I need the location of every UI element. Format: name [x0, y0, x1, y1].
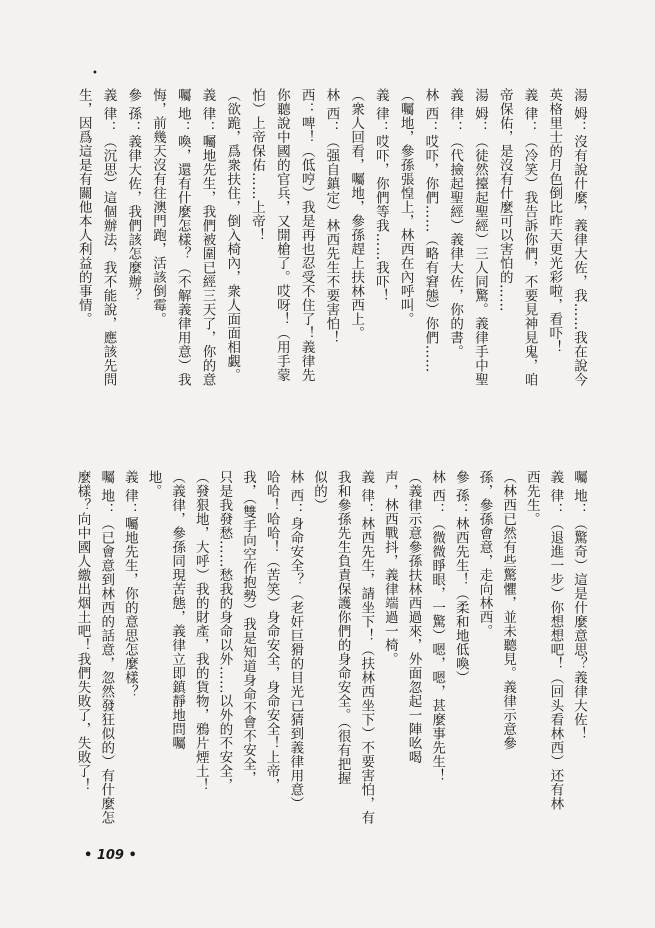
text-column: 參 孫：義律大佐，我們該怎麼辦？: [125, 88, 142, 303]
text-column: 声，林西戰抖，義律端過一椅。: [381, 470, 398, 666]
text-column: 悔，前幾天沒有往澳門跑，活該倒霉。: [149, 88, 166, 326]
text-column: 囑 地：喚，還有什麼怎樣？（不解義律用意）我: [174, 88, 191, 387]
text-column: 湯 姆：（徒然擡起聖經）三人同驚。義律手中聖: [471, 88, 488, 387]
text-column: 義 律：哎吓，你們等我……我吓！: [372, 88, 389, 303]
text-column: 義 律：（退進一步）你想想吧！（回头看林西）还有林: [547, 470, 564, 811]
margin-mark: •: [92, 68, 98, 79]
text-column: 義 律：囑地先生，你的意思怎麼樣？: [121, 470, 138, 699]
text-column: 囑 地：（已會意到林西的話意，忽然發狂似的）有什麼怎: [98, 470, 115, 825]
text-column: 生，因爲這是有關他本人利益的事情。: [75, 88, 92, 326]
text-column: 麼樣？向中國人繳出烟土吧！我們失敗了，失敗了！: [74, 470, 91, 792]
text-column: （衆人回看，囑地，參孫趕上扶林西上。: [348, 88, 365, 340]
text-column: 我，（雙手向空作抱勢）我是知道身命不會不安全，: [240, 470, 257, 786]
text-column: （欲跪，爲衆扶住，倒入椅內，衆人面面相覷。: [224, 88, 241, 382]
text-column: （義律，參孫同現苦態，義律立即鎮靜地問囑: [169, 470, 186, 750]
page-number: • 109 •: [84, 848, 137, 863]
text-column: 似的）: [310, 470, 327, 512]
bottom-text-block: [72, 470, 592, 830]
text-column: （囑地，參孫張惶上，林西在內呼叫。: [397, 88, 414, 326]
text-column: 你聽說中國的官兵，又開槍了。哎呀！（用手蒙: [273, 88, 290, 382]
text-column: （林西已然有些驚懼，並未聽見。義律示意參: [500, 470, 517, 750]
text-column: 義 律：（代撿起聖經）義律大佐，你的書。: [447, 88, 464, 359]
top-text-block: [72, 88, 592, 388]
text-column: 參 孫：林西先生！（柔和地低喚）: [452, 470, 469, 685]
text-column: 孫，參孫會意，走向林西。: [476, 470, 493, 638]
text-column: （發狠地，大呼）我的財產，我的貨物，鴉片煙土！: [192, 470, 209, 792]
text-column: 義 律：林西先生，請坐下！（扶林西坐下）不要害怕，有: [358, 470, 375, 825]
text-column: 西：啤！（低哼）我是再也忍受不住了！義律先: [298, 88, 315, 382]
text-column: 哈哈！哈哈！（苦笑）身命安全，身命安全！上帝，: [263, 470, 280, 792]
text-column: 地。: [145, 470, 162, 498]
text-column: 怕）上帝保佑……上帝！: [249, 88, 266, 242]
text-column: 西先生。: [523, 470, 540, 526]
text-column: 林 西：（微微睜眼，一驚）嗯，嗯，甚麼事先生！: [429, 470, 446, 783]
text-column: 義 律：（沉思）這個辦法，我不能說，應該先問: [100, 88, 117, 387]
text-column: 義 律：囑地先生，我們被圍已經三天了，你的意: [199, 88, 216, 387]
text-column: 英格里士的月色倒比昨天更光彩啦，看吓！: [546, 88, 563, 354]
text-column: 囑 地：（驚奇）這是什麼意思？義律大佐！: [571, 470, 587, 741]
text-column: 林 西：（强自鎮定）林西先生不要害怕！: [323, 88, 340, 345]
text-column: 林 西：身命安全？（老奸巨猾的目光已猜到義律用意）: [287, 470, 304, 811]
text-column: 我和參孫先生負責保護你們的身命安全。（很有把握: [334, 470, 351, 786]
text-column: 只是我發愁……愁我的身命以外……以外的不安全，: [216, 470, 233, 792]
text-column: （義律示意參孫扶林西過來，外面忽起一陣吆喝: [405, 470, 422, 764]
text-column: 義 律：（冷笑）我告訴你們，不要見神見鬼，咱: [521, 88, 538, 387]
text-column: 林 西：哎吓，你們……（略有窘態）你們……: [422, 88, 439, 373]
text-column: 湯 姆：沒有說什麼，義律大佐，我……我在說今: [571, 88, 587, 387]
text-column: 帝保佑，是沒有什麼可以害怕的……: [496, 88, 513, 312]
